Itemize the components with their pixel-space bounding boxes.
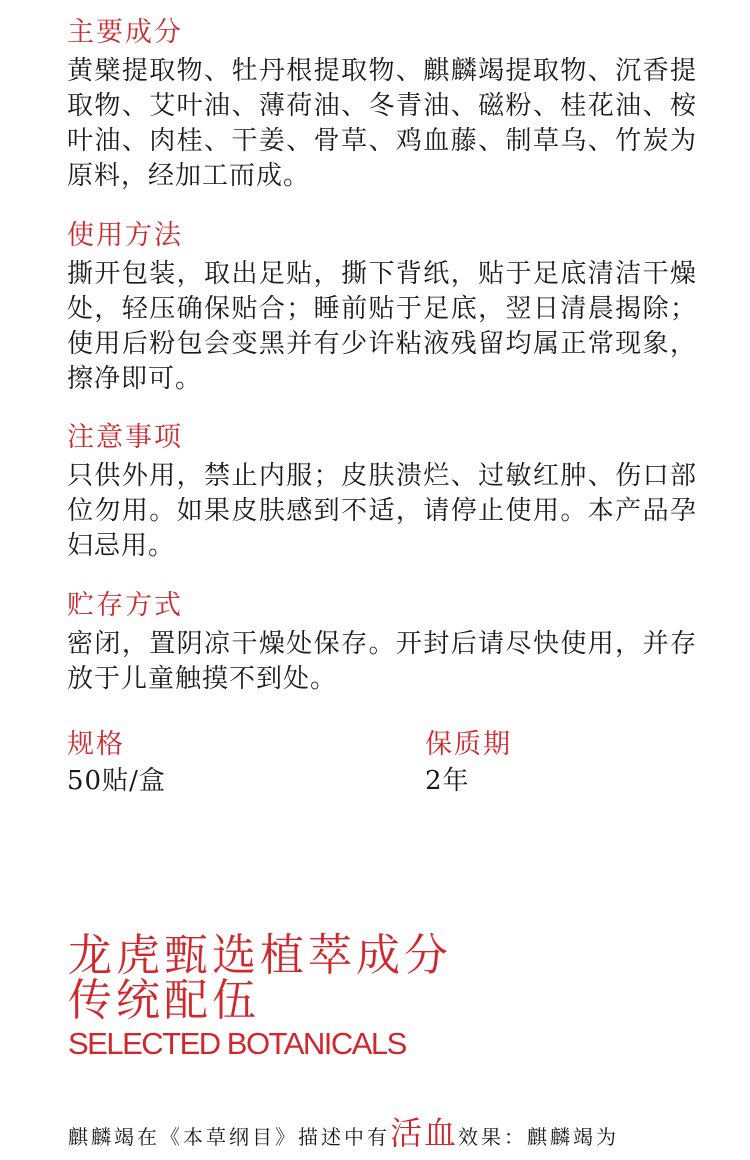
- ingredients-text: 黄檗提取物、牡丹根提取物、麒麟竭提取物、沉香提取物、艾叶油、薄荷油、冬青油、磁粉、桂花油、桉叶油、肉桂、干姜、骨草、鸡血藤、制草乌、竹炭为原料，经加工而成。: [67, 56, 697, 191]
- feature-headline-line1: 龙虎甄选植萃成分: [68, 930, 452, 981]
- shelf-life-title: 保质期: [425, 729, 512, 760]
- ingredients-section: [67, 16, 697, 194]
- storage-title: 贮存方式: [67, 590, 183, 621]
- feature-headline-line2: 传统配伍: [68, 975, 260, 1026]
- feature-intro: [68, 1110, 708, 1160]
- usage-text: 撕开包装，取出足贴，撕下背纸，贴于足底清洁干燥处，轻压确保贴合；睡前贴于足底，翌日清晨揭除；使用后粉包会变黑并有少许粘液残留均属正常现象，擦净即可。: [67, 259, 697, 394]
- cautions-text: 只供外用，禁止内服；皮肤溃烂、过敏红肿、伤口部位勿用。如果皮肤感到不适，请停止使用。本产品孕妇忌用。: [67, 461, 697, 561]
- shelf-life-block: [425, 728, 512, 799]
- usage-title: 使用方法: [67, 220, 183, 251]
- storage-text: 密闭，置阴凉干燥处保存。开封后请尽快使用，并存放于儿童触摸不到处。: [67, 629, 697, 694]
- shelf-life-value: 2年: [425, 766, 470, 796]
- cautions-title: 注意事项: [67, 422, 183, 453]
- ingredients-title: 主要成分: [67, 17, 183, 48]
- usage-section: [67, 219, 697, 397]
- spec-value: 50贴/盒: [67, 766, 166, 796]
- intro-text-after: 效果：麒麟竭为: [458, 1125, 620, 1149]
- cautions-section: [67, 421, 697, 564]
- spec-block: [67, 728, 166, 799]
- intro-text-before: 麒麟竭在《本草纲目》描述中有: [68, 1125, 390, 1149]
- intro-emphasis: 活血: [390, 1114, 459, 1152]
- feature-headline-en: SELECTED BOTANICALS: [68, 1026, 406, 1061]
- spec-title: 规格: [67, 729, 125, 760]
- storage-section: [67, 589, 697, 697]
